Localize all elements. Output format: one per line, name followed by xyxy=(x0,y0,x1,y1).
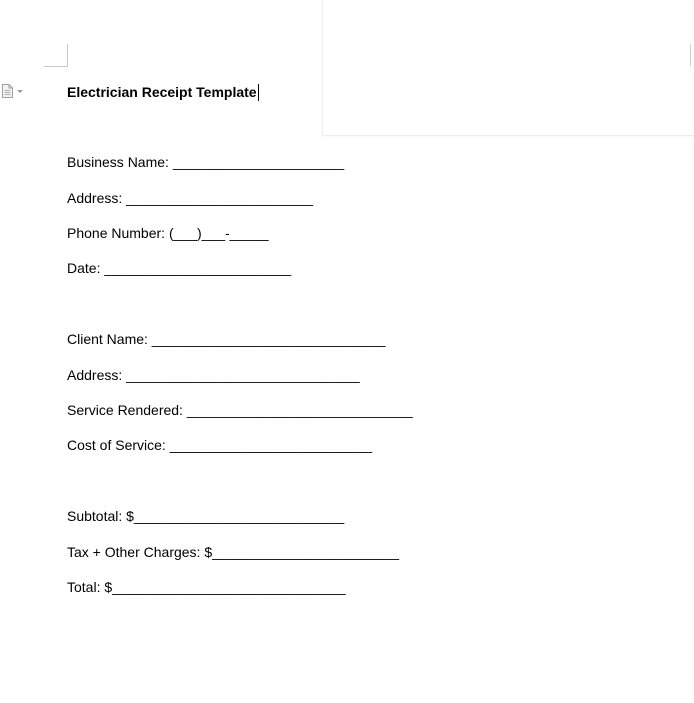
client-name-line[interactable]: Client Name: ______________________________ xyxy=(67,331,386,347)
text-cursor xyxy=(258,84,259,101)
client-address-line[interactable]: Address: ______________________________ xyxy=(67,367,360,383)
document-title[interactable] xyxy=(67,83,259,101)
triangle-down-icon xyxy=(17,90,23,93)
tax-other-charges-line[interactable]: Tax + Other Charges: $________________________ xyxy=(67,544,399,560)
right-margin-mark xyxy=(690,44,691,66)
subtotal-line[interactable]: Subtotal: $___________________________ xyxy=(67,508,345,524)
paragraph-options-button[interactable] xyxy=(2,84,23,98)
business-name-line[interactable]: Business Name: ______________________ xyxy=(67,154,345,170)
date-line[interactable]: Date: ________________________ xyxy=(67,260,292,276)
phone-number-line[interactable]: Phone Number: (___)___-_____ xyxy=(67,225,269,241)
cost-of-service-line[interactable]: Cost of Service: __________________________ xyxy=(67,437,373,453)
service-rendered-line[interactable]: Service Rendered: _____________________________ xyxy=(67,402,413,418)
overlay-panel xyxy=(322,0,694,136)
business-address-line[interactable]: Address: ________________________ xyxy=(67,190,314,206)
document-title-text: Electrician Receipt Template xyxy=(67,84,257,100)
total-line[interactable]: Total: $______________________________ xyxy=(67,579,346,595)
margin-crop-mark xyxy=(44,44,68,67)
document-icon xyxy=(2,84,13,98)
